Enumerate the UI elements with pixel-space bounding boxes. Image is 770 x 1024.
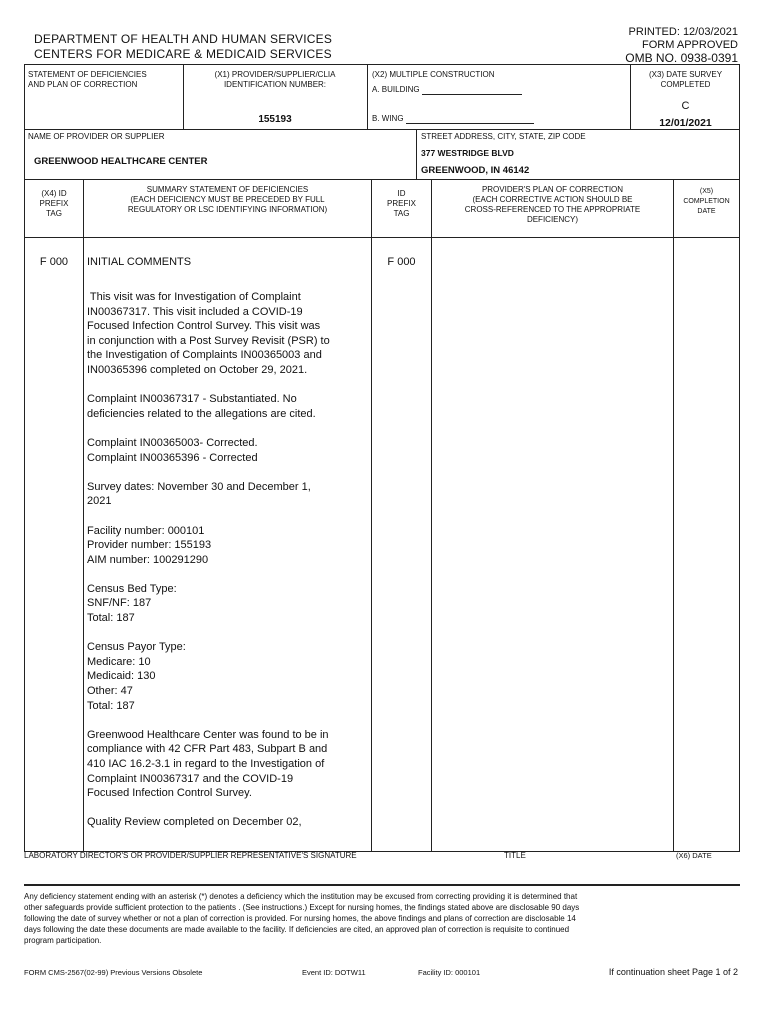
dept-line-1: DEPARTMENT OF HEALTH AND HUMAN SERVICES [34, 32, 333, 46]
x3-label: (X3) DATE SURVEY COMPLETED [648, 70, 723, 89]
tag-prefix-right: F 000 [387, 256, 416, 268]
entry-line: This visit was for Investigation of Complaint [87, 291, 301, 303]
entry-line: deficiencies related to the allegations are cited. [87, 407, 316, 420]
building-line [422, 94, 522, 95]
entry-paragraph [87, 524, 367, 568]
wing-field: B. WING [372, 114, 534, 124]
entry-line: Complaint IN00367317 and the COVID-19 [87, 772, 294, 785]
printed-date: PRINTED: 12/03/2021 [628, 26, 738, 38]
entry-paragraph [87, 480, 367, 509]
entry-line: compliance with 42 CFR Part 483, Subpart B and [87, 743, 328, 756]
omb-number: OMB NO. 0938-0391 [625, 51, 738, 65]
statement-label: STATEMENT OF DEFICIENCIES AND PLAN OF CORRECTION [28, 70, 147, 89]
survey-code: C [681, 100, 690, 112]
signature-divider [24, 884, 740, 886]
summary-header: SUMMARY STATEMENT OF DEFICIENCIES (EACH DEFICIENCY MUST BE PRECEDED BY FULL REGULATORY OR LSC IDENTIFYING INFORMATION) [127, 185, 328, 214]
signature-label: LABORATORY DIRECTOR'S OR PROVIDER/SUPPLIER REPRESENTATIVE'S SIGNATURE [24, 851, 357, 860]
event-id: Event ID: DOTW11 [302, 968, 366, 977]
x1-label: (X1) PROVIDER/SUPPLIER/CLIA IDENTIFICATION NUMBER: [214, 70, 336, 89]
form-approved: FORM APPROVED [642, 39, 738, 51]
entry-line: 2021 [87, 495, 112, 508]
entry-line: Complaint IN00367317 - Substantiated. No [87, 393, 297, 406]
form-frame [24, 64, 740, 852]
form-approval-block [625, 26, 738, 65]
address-line-1: 377 WESTRIDGE BLVD [421, 148, 514, 158]
entry-line: Quality Review completed on December 02, [87, 816, 302, 829]
id-header: ID PREFIX TAG [387, 189, 416, 218]
disclaimer-line: program participation. [24, 936, 102, 945]
entry-line: Provider number: 155193 [87, 539, 212, 552]
entry-line: AIM number: 100291290 [87, 553, 209, 566]
provider-label: NAME OF PROVIDER OR SUPPLIER [28, 132, 165, 141]
entry-line: Census Bed Type: [87, 582, 177, 595]
entry-line: IN00367317. This visit included a COVID-19 [87, 305, 303, 318]
entry-line: Complaint IN00365003- Corrected. [87, 436, 258, 449]
entry-paragraph [87, 640, 367, 713]
entry-line: Survey dates: November 30 and December 1, [87, 480, 311, 493]
page-indicator: If continuation sheet Page 1 of 2 [608, 967, 738, 977]
entry-line: Medicare: 10 [87, 655, 151, 668]
x5-header: (X5) COMPLETION DATE [683, 188, 730, 215]
entry-heading: INITIAL COMMENTS [87, 256, 192, 268]
entry-line: 410 IAC 16.2-3.1 in regard to the Investigation of [87, 758, 325, 770]
disclaimer-line: Any deficiency statement ending with an asterisk (*) denotes a deficiency which the institution may be excused from correcting providing it is determined that [24, 892, 578, 901]
entry-line: IN00365396 completed on October 29, 2021. [87, 363, 308, 376]
address-line-2: GREENWOOD, IN 46142 [421, 165, 530, 176]
entry-line: Greenwood Healthcare Center was found to be in [87, 728, 329, 741]
entry-line: in conjunction with a Post Survey Revisit (PSR) to [87, 334, 330, 347]
agency-header [34, 32, 332, 62]
entry-line: Medicaid: 130 [87, 670, 156, 683]
provider-name: GREENWOOD HEALTHCARE CENTER [34, 156, 208, 167]
survey-completed-date: 12/01/2021 [659, 117, 712, 129]
entry-paragraph [87, 582, 367, 626]
disclaimer-line: following the date of survey whether or not a plan of correction is provided. For nursing homes, the above findings and plans of correction are disclosable 14 [24, 914, 576, 923]
entry-line: Census Payor Type: [87, 641, 186, 654]
entry-line: Complaint IN00365396 - Corrected [87, 451, 258, 464]
entry-paragraph [87, 436, 367, 465]
wing-line [406, 123, 534, 124]
entry-paragraph [87, 290, 367, 378]
entry-line: Total: 187 [87, 699, 135, 712]
entry-paragraph [87, 728, 367, 801]
disclaimer-line: days following the date these documents are made available to the facility. If deficiencies are cited, an approved plan of correction is requisite to continued [24, 925, 570, 934]
disclaimer-text [24, 891, 744, 946]
title-label: TITLE [504, 851, 526, 860]
tag-prefix-left: F 000 [39, 256, 69, 268]
provider-number: 155193 [258, 114, 292, 125]
x2-label: (X2) MULTIPLE CONSTRUCTION [372, 70, 495, 79]
facility-id: Facility ID: 000101 [418, 968, 481, 977]
entry-paragraph [87, 815, 367, 830]
entry-line: Focused Infection Control Survey. [87, 787, 252, 800]
address-label: STREET ADDRESS, CITY, STATE, ZIP CODE [421, 132, 586, 141]
disclaimer-line: other safeguards provide sufficient protection to the patients . (See instructions.) Except for nursing homes, the findings stated above are disclosable 90 days [24, 903, 580, 912]
building-field: A. BUILDING [372, 85, 522, 95]
dept-line-2: CENTERS FOR MEDICARE & MEDICAID SERVICES [34, 47, 332, 61]
entry-line: Total: 187 [87, 612, 135, 625]
x4-header: (X4) ID PREFIX TAG [39, 189, 69, 218]
entry-line: the Investigation of Complaints IN00365003 and [87, 349, 322, 362]
entry-line: SNF/NF: 187 [87, 597, 152, 610]
signature-date-label: (X6) DATE [676, 851, 712, 860]
form-number: FORM CMS-2567(02-99) Previous Versions Obsolete [24, 968, 203, 977]
entry-body [87, 290, 367, 845]
entry-line: Other: 47 [87, 685, 133, 698]
entry-line: Focused Infection Control Survey. This visit was [87, 320, 321, 333]
plan-header: PROVIDER'S PLAN OF CORRECTION (EACH CORRECTIVE ACTION SHOULD BE CROSS-REFERENCED TO THE APPROPRIATE DEFICIENCY) [464, 185, 641, 224]
entry-line: Facility number: 000101 [87, 524, 205, 537]
entry-paragraph [87, 392, 367, 421]
